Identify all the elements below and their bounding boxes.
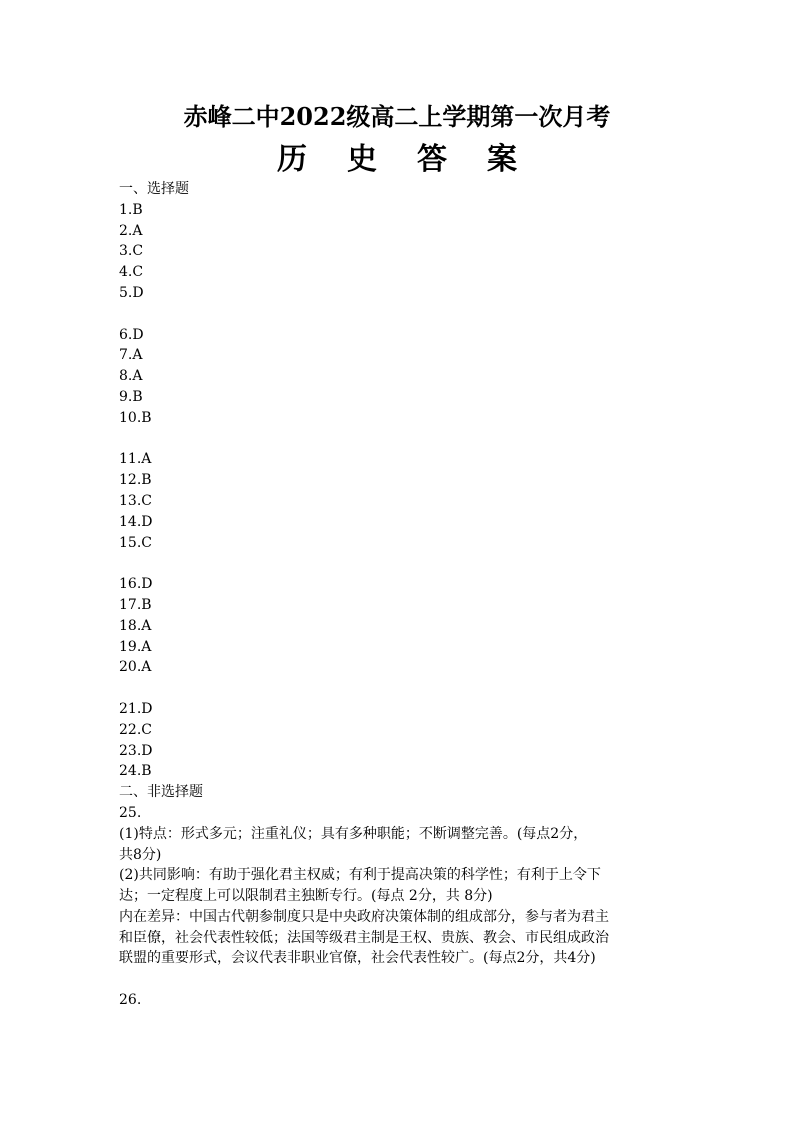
answer-text-line: 共8分) — [119, 846, 162, 863]
answer-item: 14.D — [119, 513, 153, 530]
question-label: 25. — [119, 804, 142, 821]
answer-item: 22.C — [119, 721, 152, 738]
group-spacer — [119, 553, 679, 574]
section-heading-nonchoice: 二、非选择题 — [119, 784, 203, 801]
answer-item: 6.D — [119, 326, 144, 343]
answer-text-line: (1)特点：形式多元；注重礼仪；具有多种职能；不断调整完善。(每点2分， — [119, 825, 588, 842]
group-spacer — [119, 678, 679, 699]
answer-text-line: 达；一定程度上可以限制君主独断专行。(每点 2分，共 8分) — [119, 888, 493, 905]
answer-item: 20.A — [119, 659, 152, 676]
answer-item: 13.C — [119, 492, 152, 509]
answer-item: 17.B — [119, 596, 152, 613]
question-spacer — [119, 969, 679, 990]
answer-text-line: 和臣僚，社会代表性较低；法国等级君主制是王权、贵族、教会、市民组成政治 — [119, 929, 609, 946]
subject-title — [0, 140, 794, 180]
answer-item: 24.B — [119, 763, 152, 780]
answer-item: 2.A — [119, 222, 143, 239]
answer-item: 19.A — [119, 638, 152, 655]
answer-item: 12.B — [119, 472, 152, 489]
exam-title: 赤峰二中2022级高二上学期第一次月考 — [183, 102, 611, 131]
answer-item: 7.A — [119, 347, 143, 364]
question-label: 26. — [119, 992, 142, 1009]
answer-item: 1.B — [119, 201, 143, 218]
subject-title-char: 历 — [277, 142, 307, 177]
answer-text-line: (2)共同影响：有助于强化君主权威；有利于提高决策的科学性；有利于上令下 — [119, 867, 601, 884]
answer-item: 23.D — [119, 742, 153, 759]
answer-item: 9.B — [119, 388, 143, 405]
answer-item: 18.A — [119, 617, 152, 634]
answer-item: 16.D — [119, 576, 153, 593]
answer-item: 3.C — [119, 243, 144, 260]
subject-title-char: 史 — [347, 142, 377, 177]
answer-item: 4.C — [119, 264, 144, 281]
group-spacer — [119, 304, 679, 325]
subject-title-char: 案 — [487, 142, 517, 177]
answer-item: 5.D — [119, 284, 144, 301]
answer-item: 21.D — [119, 700, 153, 717]
subject-title-char: 答 — [417, 142, 447, 177]
answer-item: 10.B — [119, 409, 152, 426]
group-spacer — [119, 429, 679, 450]
answer-content — [119, 179, 679, 1011]
answer-item: 11.A — [119, 451, 152, 468]
answer-item: 15.C — [119, 534, 152, 551]
section-heading-choice: 一、选择题 — [119, 181, 189, 197]
answer-text-line: 内在差异：中国古代朝参制度只是中央政府决策体制的组成部分，参与者为君主 — [119, 908, 609, 925]
answer-item: 8.A — [119, 368, 143, 385]
answer-text-line: 联盟的重要形式，会议代表非职业官僚，社会代表性较广。(每点2分，共4分) — [119, 950, 596, 967]
